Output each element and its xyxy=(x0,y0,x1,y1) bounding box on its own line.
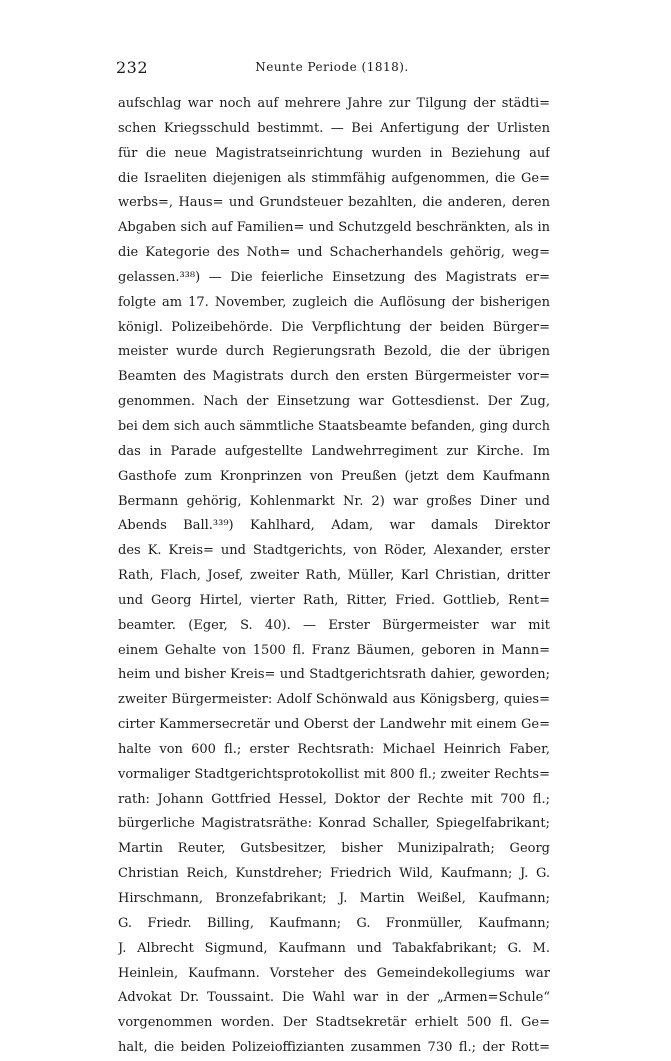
text-line: werbs=, Haus= und Grundsteuer bezahlten, die anderen, deren xyxy=(118,195,550,211)
text-line: Christian Reich, Kunstdreher; Friedrich Wild, Kaufmann; J. G. xyxy=(118,866,550,882)
running-title: Neunte Periode (1818). xyxy=(255,60,409,74)
page-number: 232 xyxy=(116,58,149,77)
text-line: bürgerliche Magistratsräthe: Konrad Schaller, Spiegelfabrikant; xyxy=(118,816,550,832)
text-line: meister wurde durch Regierungsrath Bezold, die der übrigen xyxy=(118,344,550,360)
text-line: schen Kriegsschuld bestimmt. — Bei Anfertigung der Urlisten xyxy=(118,120,550,136)
body-text xyxy=(118,92,550,1061)
text-line: halt, die beiden Polizeioffizianten zusammen 730 fl.; der Rott= xyxy=(118,1040,550,1056)
text-line: Bermann gehörig, Kohlenmarkt Nr. 2) war großes Diner und xyxy=(118,493,550,509)
text-line: cirter Kammersecretär und Oberst der Landwehr mit einem Ge= xyxy=(118,717,550,733)
text-line: Martin Reuter, Gutsbesitzer, bisher Munizipalrath; Georg xyxy=(118,841,550,857)
text-line: Abgaben sich auf Familien= und Schutzgeld beschränkten, als in xyxy=(118,220,550,236)
text-line: gelassen.³³⁸) — Die feierliche Einsetzung des Magistrats er= xyxy=(118,269,550,285)
text-line: J. Albrecht Sigmund, Kaufmann und Tabakfabrikant; G. M. xyxy=(118,940,550,956)
text-line: aufschlag war noch auf mehrere Jahre zur Tilgung der städti= xyxy=(118,96,550,111)
text-line: folgte am 17. November, zugleich die Auflösung der bisherigen xyxy=(118,294,550,310)
text-line: die Kategorie des Noth= und Schacherhandels gehörig, weg= xyxy=(118,245,550,261)
text-line: heim und bisher Kreis= und Stadtgerichtsrath dahier, geworden; xyxy=(118,667,550,683)
text-line: vorgenommen worden. Der Stadtsekretär erhielt 500 fl. Ge= xyxy=(118,1015,550,1031)
text-line: das in Parade aufgestellte Landwehrregiment zur Kirche. Im xyxy=(118,443,550,459)
text-line: und Georg Hirtel, vierter Rath, Ritter, Fried. Gottlieb, Rent= xyxy=(118,592,550,608)
text-line: vormaliger Stadtgerichtsprotokollist mit 800 fl.; zweiter Rechts= xyxy=(118,766,550,782)
text-line: einem Gehalte von 1500 fl. Franz Bäumen, geboren in Mann= xyxy=(118,642,550,658)
text-line: halte von 600 fl.; erster Rechtsrath: Michael Heinrich Faber, xyxy=(118,741,550,757)
text-line: Heinlein, Kaufmann. Vorsteher des Gemeindekollegiums war xyxy=(118,965,550,981)
text-line: genommen. Nach der Einsetzung war Gottesdienst. Der Zug, xyxy=(118,394,550,410)
text-line: die Israeliten diejenigen als stimmfähig aufgenommen, die Ge= xyxy=(118,170,550,186)
text-line: G. Friedr. Billing, Kaufmann; G. Fronmüller, Kaufmann; xyxy=(118,915,550,931)
text-line: bei dem sich auch sämmtliche Staatsbeamte befanden, ging durch xyxy=(118,418,550,434)
text-line: beamter. (Eger, S. 40). — Erster Bürgermeister war mit xyxy=(118,617,550,633)
text-line: Abends Ball.³³⁹) Kahlhard, Adam, war damals Direktor xyxy=(118,518,550,534)
text-line: rath: Johann Gottfried Hessel, Doktor der Rechte mit 700 fl.; xyxy=(118,791,550,807)
text-line: Hirschmann, Bronzefabrikant; J. Martin Weißel, Kaufmann; xyxy=(118,891,550,906)
text-line: Gasthofe zum Kronprinzen von Preußen (jetzt dem Kaufmann xyxy=(118,468,550,484)
text-line: Advokat Dr. Toussaint. Die Wahl war in der „Armen=Schule“ xyxy=(118,990,550,1006)
text-line: Beamten des Magistrats durch den ersten Bürgermeister vor= xyxy=(118,369,550,385)
text-line: Rath, Flach, Josef, zweiter Rath, Müller, Karl Christian, dritter xyxy=(118,568,550,584)
text-line: für die neue Magistratseinrichtung wurden in Beziehung auf xyxy=(118,145,550,161)
page-header xyxy=(116,58,548,78)
text-line: königl. Polizeibehörde. Die Verpflichtung der beiden Bürger= xyxy=(118,319,550,335)
text-line: des K. Kreis= und Stadtgerichts, von Röder, Alexander, erster xyxy=(118,543,550,559)
text-line: zweiter Bürgermeister: Adolf Schönwald aus Königsberg, quies= xyxy=(118,692,550,708)
